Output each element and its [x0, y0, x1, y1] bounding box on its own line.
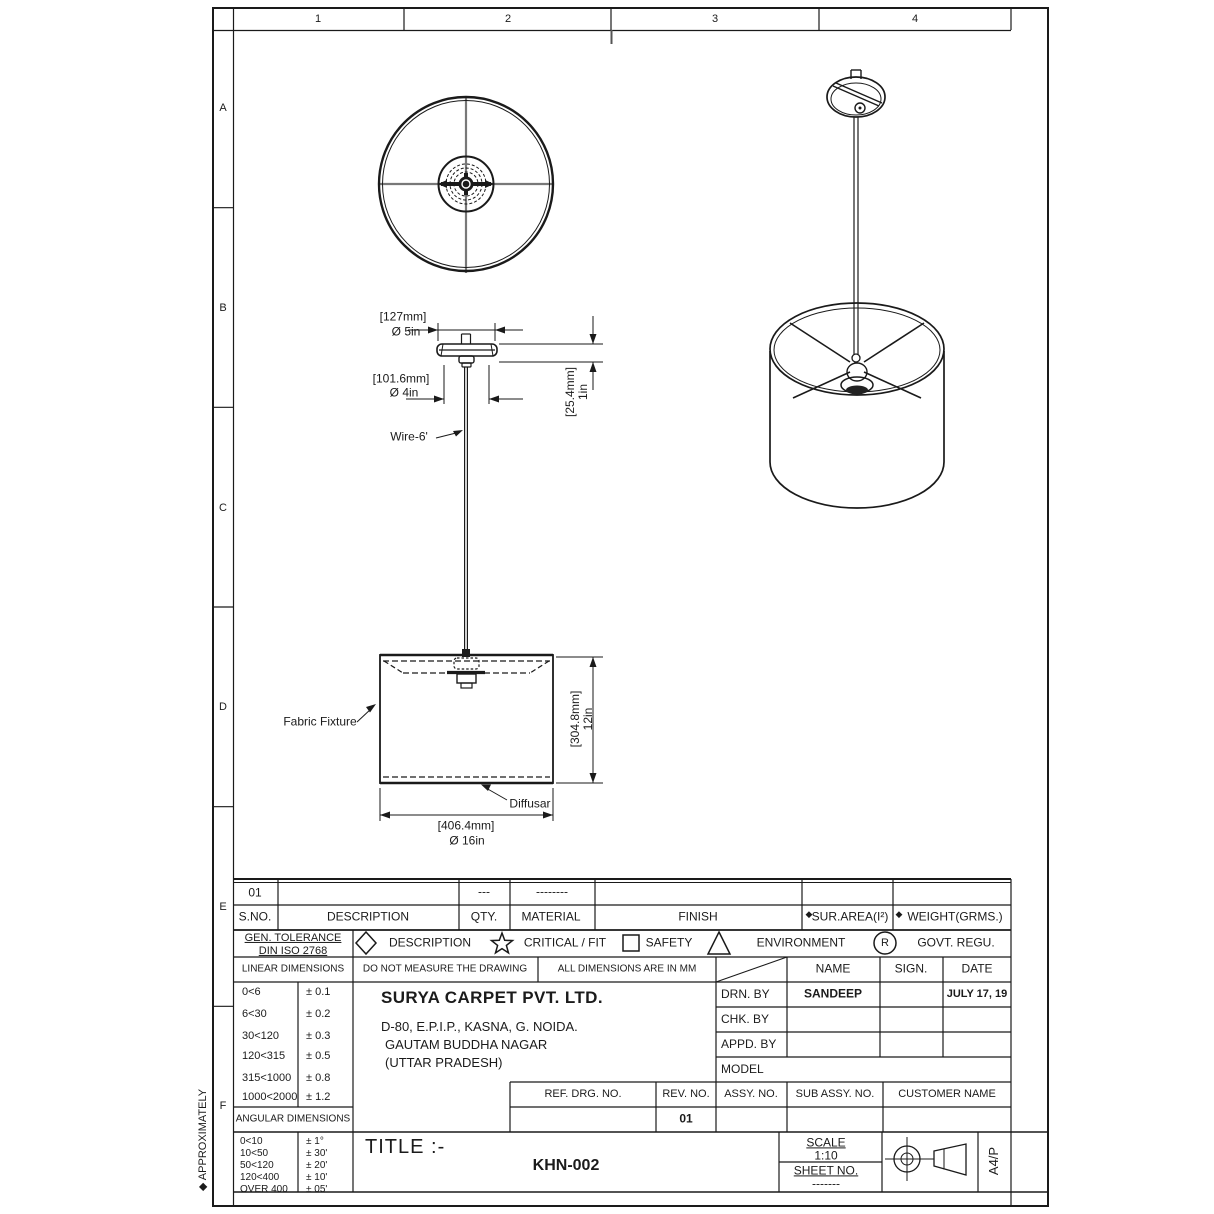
sign-header: SIGN. — [894, 961, 928, 976]
gen-tolerance-line2: DIN ISO 2768 — [258, 944, 328, 957]
dim-canopy-lip-in: Ø 4in — [389, 385, 419, 400]
header-finish: FINISH — [678, 909, 718, 924]
symbol-label-environment: ENVIRONMENT — [756, 935, 846, 950]
lin-tol-range-2: 30<120 — [242, 1030, 280, 1042]
ang-tol-val-4: ± 05' — [306, 1184, 328, 1195]
lin-tol-val-5: ± 1.2 — [306, 1091, 331, 1103]
lin-tol-range-0: 0<6 — [242, 986, 261, 998]
zone-col-2: 2 — [504, 12, 512, 25]
ref-drg-no-header: REF. DRG. NO. — [544, 1087, 622, 1100]
drn-by-date: JULY 17, 19 — [946, 987, 1008, 1000]
scale-label: SCALE — [806, 1135, 846, 1150]
lin-tol-range-5: 1000<2000 — [242, 1091, 298, 1103]
appd-by-label: APPD. BY — [721, 1037, 777, 1051]
side-view — [770, 70, 944, 508]
symbol-label-description: DESCRIPTION — [388, 935, 472, 950]
lin-tol-val-0: ± 0.1 — [306, 986, 331, 998]
header-sno: S.NO. — [238, 909, 272, 924]
zone-row-f: F — [219, 1099, 227, 1112]
sub-assy-no-header: SUB ASSY. NO. — [795, 1087, 875, 1100]
triangle-icon — [708, 932, 730, 954]
symbol-label-critical: CRITICAL / FIT — [523, 935, 607, 950]
ang-tol-val-3: ± 10' — [306, 1172, 328, 1183]
zone-row-d: D — [219, 700, 227, 713]
ang-tol-range-0: 0<10 — [240, 1136, 263, 1147]
revision-sno: 01 — [248, 885, 262, 900]
drn-by-label: DRN. BY — [721, 987, 770, 1001]
model-label: MODEL — [721, 1062, 764, 1076]
dim-shade-dia-in: Ø 16in — [449, 833, 485, 848]
title-label: TITLE :- — [365, 1136, 446, 1158]
lin-tol-val-3: ± 0.5 — [306, 1050, 331, 1062]
no-measure-note: DO NOT MEASURE THE DRAWING — [362, 963, 528, 975]
angular-dimensions-label: ANGULAR DIMENSIONS — [235, 1113, 351, 1125]
company-name: SURYA CARPET PVT. LTD. — [381, 988, 603, 1007]
revision-material: -------- — [536, 884, 568, 899]
linear-dimensions-label: LINEAR DIMENSIONS — [241, 963, 345, 975]
sur-area-marker-icon: ◆ — [805, 909, 813, 920]
weight-marker-icon: ◆ — [895, 909, 903, 920]
company-address2: GAUTAM BUDDHA NAGAR — [385, 1037, 548, 1052]
lin-tol-range-1: 6<30 — [242, 1008, 267, 1020]
company-address1: D-80, E.P.I.P., KASNA, G. NOIDA. — [381, 1019, 578, 1034]
symbol-r-letter: R — [881, 936, 889, 949]
dim-canopy-height-mm: [25.4mm] — [563, 366, 577, 418]
dim-canopy-height — [564, 367, 590, 417]
assy-no-header: ASSY. NO. — [724, 1087, 778, 1100]
ang-tol-range-4: OVER 400 — [240, 1184, 288, 1195]
sheet-frame — [213, 8, 1048, 1206]
paper-size-label: A4/P — [985, 1146, 1001, 1176]
header-weight: WEIGHT(GRMS.) — [907, 909, 1003, 924]
symbol-label-safety: SAFETY — [645, 935, 693, 950]
dim-shade-height-in: 12in — [581, 707, 595, 731]
ang-tol-val-1: ± 30' — [306, 1148, 328, 1159]
dim-canopy-dia-in: Ø 5in — [391, 324, 421, 339]
lin-tol-val-2: ± 0.3 — [306, 1030, 331, 1042]
dim-canopy-height-in: 1in — [576, 383, 590, 401]
drn-by-name: SANDEEP — [803, 986, 863, 1001]
dim-shade-height-mm: [304.8mm] — [568, 690, 582, 748]
lin-tol-val-4: ± 0.8 — [306, 1072, 331, 1084]
zone-row-e: E — [219, 900, 227, 913]
ang-tol-range-2: 50<120 — [240, 1160, 274, 1171]
company-address3: (UTTAR PRADESH) — [385, 1055, 503, 1070]
lin-tol-range-4: 315<1000 — [242, 1072, 292, 1084]
date-header: DATE — [961, 961, 993, 976]
header-qty: QTY. — [470, 909, 498, 924]
dim-canopy-lip-mm: [101.6mm] — [372, 371, 430, 386]
revision-qty: --- — [478, 884, 490, 899]
ang-tol-range-3: 120<400 — [240, 1172, 280, 1183]
margin-note: ◆ APPROXIMATELY — [196, 1088, 209, 1192]
front-view-shade — [380, 649, 553, 783]
lin-tol-val-1: ± 0.2 — [306, 1008, 331, 1020]
diffuser-label: Diffusar — [509, 796, 551, 811]
top-view — [378, 96, 554, 273]
chk-by-label: CHK. BY — [721, 1012, 770, 1026]
zone-row-a: A — [219, 101, 227, 114]
name-header: NAME — [815, 961, 851, 976]
projection-symbol-icon — [885, 1137, 966, 1181]
wire-label: Wire-6' — [390, 429, 428, 444]
front-view-canopy — [437, 334, 497, 650]
dim-shade-dia-mm: [406.4mm] — [437, 818, 495, 833]
diamond-icon — [356, 932, 376, 954]
dim-shade-height — [569, 691, 595, 748]
gen-tolerance-line1: GEN. TOLERANCE — [244, 931, 342, 944]
rev-no-header: REV. NO. — [662, 1087, 710, 1100]
ang-tol-range-1: 10<50 — [240, 1148, 269, 1159]
symbol-label-govt: GOVT. REGU. — [917, 935, 995, 950]
lin-tol-range-3: 120<315 — [242, 1050, 286, 1062]
scale-value: 1:10 — [814, 1148, 838, 1163]
zone-row-b: B — [219, 301, 227, 314]
ang-tol-val-2: ± 20' — [306, 1160, 328, 1171]
drawing-number: KHN-002 — [532, 1157, 600, 1175]
sheet-no-value: ------- — [812, 1176, 840, 1191]
header-sur-area: SUR.AREA(I²) — [811, 909, 889, 924]
title-block-grid — [233, 879, 1048, 1206]
zone-row-c: C — [219, 501, 227, 514]
header-material: MATERIAL — [521, 909, 581, 924]
star-icon — [492, 933, 513, 953]
sheet-no-label: SHEET NO. — [793, 1163, 859, 1178]
fabric-fixture-label: Fabric Fixture — [283, 714, 357, 729]
ang-tol-val-0: ± 1° — [306, 1136, 324, 1147]
square-icon — [623, 935, 639, 951]
rev-no-value: 01 — [679, 1111, 693, 1126]
all-mm-note: ALL DIMENSIONS ARE IN MM — [557, 963, 697, 975]
zone-col-1: 1 — [314, 12, 322, 25]
customer-name-header: CUSTOMER NAME — [898, 1087, 996, 1100]
header-description: DESCRIPTION — [326, 909, 410, 924]
zone-col-4: 4 — [911, 12, 919, 25]
zone-col-3: 3 — [711, 12, 719, 25]
dim-canopy-dia-mm: [127mm] — [379, 309, 427, 324]
